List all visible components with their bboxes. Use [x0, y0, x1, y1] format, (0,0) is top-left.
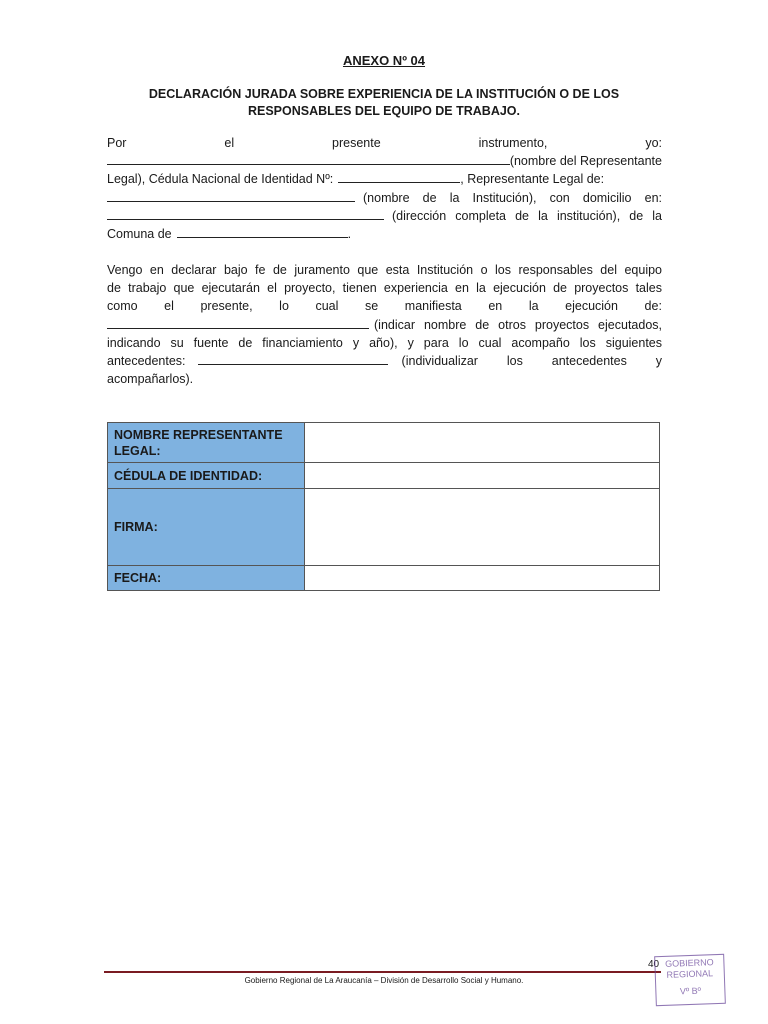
footer-text: Gobierno Regional de La Araucanía – División de Desarrollo Social y Humano. — [244, 976, 524, 985]
paragraph-line: acompañarlos). — [107, 372, 194, 387]
representative-name-blank[interactable] — [107, 152, 510, 165]
address-blank[interactable] — [107, 207, 384, 220]
signature-table — [107, 422, 660, 591]
annex-number: ANEXO Nº 04 — [342, 53, 426, 68]
paragraph-line: Comuna de . — [107, 227, 352, 242]
approval-stamp: GOBIERNO REGIONAL Vº Bº — [654, 954, 726, 1006]
title-line-1: DECLARACIÓN JURADA SOBRE EXPERIENCIA DE LA INSTITUCIÓN O DE LOS — [148, 87, 620, 101]
identity-card-label: CÉDULA DE IDENTIDAD: — [108, 463, 305, 489]
identity-card-field[interactable] — [305, 463, 660, 489]
declaration-title — [120, 86, 648, 120]
signature-field[interactable] — [305, 489, 660, 566]
institution-name-blank[interactable] — [107, 189, 355, 202]
other-projects-blank[interactable] — [107, 316, 369, 329]
paragraph-line: (indicar nombre de otros proyectos ejecutados, — [107, 316, 662, 334]
paragraph-line: Por el presente instrumento, yo: — [107, 136, 662, 150]
identity-number-blank[interactable] — [338, 170, 460, 183]
footer-rule — [104, 971, 661, 973]
paragraph-line: antecedentes: (individualizar los antecedentes y — [107, 354, 662, 369]
date-field[interactable] — [305, 566, 660, 591]
paragraph-line: (nombre del Representante — [107, 152, 662, 170]
table-row — [108, 463, 660, 489]
representative-name-label: NOMBRE REPRESENTANTE LEGAL: — [108, 423, 305, 463]
paragraph-line: indicando su fuente de financiamiento y año), y para lo cual acompaño los siguientes — [107, 335, 662, 350]
table-row — [108, 489, 660, 566]
paragraph-line: Vengo en declarar bajo fe de juramento que esta Institución o los responsables del equipo — [107, 263, 662, 277]
page-number: 40 — [648, 959, 660, 970]
title-line-2: RESPONSABLES DEL EQUIPO DE TRABAJO. — [247, 104, 521, 118]
date-label: FECHA: — [108, 566, 305, 591]
paragraph-line: (nombre de la Institución), con domicilio en: — [107, 189, 662, 207]
declaration-paragraph-2 — [107, 261, 662, 388]
representative-name-field[interactable] — [305, 423, 660, 463]
table-row — [108, 566, 660, 591]
paragraph-line: (dirección completa de la institución), de la — [107, 207, 662, 225]
paragraph-line: Legal), Cédula Nacional de Identidad Nº: , Representante Legal de: — [107, 172, 605, 187]
antecedents-blank[interactable] — [198, 352, 388, 365]
declaration-paragraph-1 — [107, 134, 662, 243]
paragraph-line: de trabajo que ejecutarán el proyecto, tienen experiencia en la ejecución de proyectos tales — [107, 281, 662, 296]
signature-label: FIRMA: — [108, 489, 305, 566]
paragraph-line: como el presente, lo cual se manifiesta en la ejecución de: — [107, 299, 662, 314]
commune-blank[interactable] — [177, 225, 348, 238]
table-row — [108, 423, 660, 463]
